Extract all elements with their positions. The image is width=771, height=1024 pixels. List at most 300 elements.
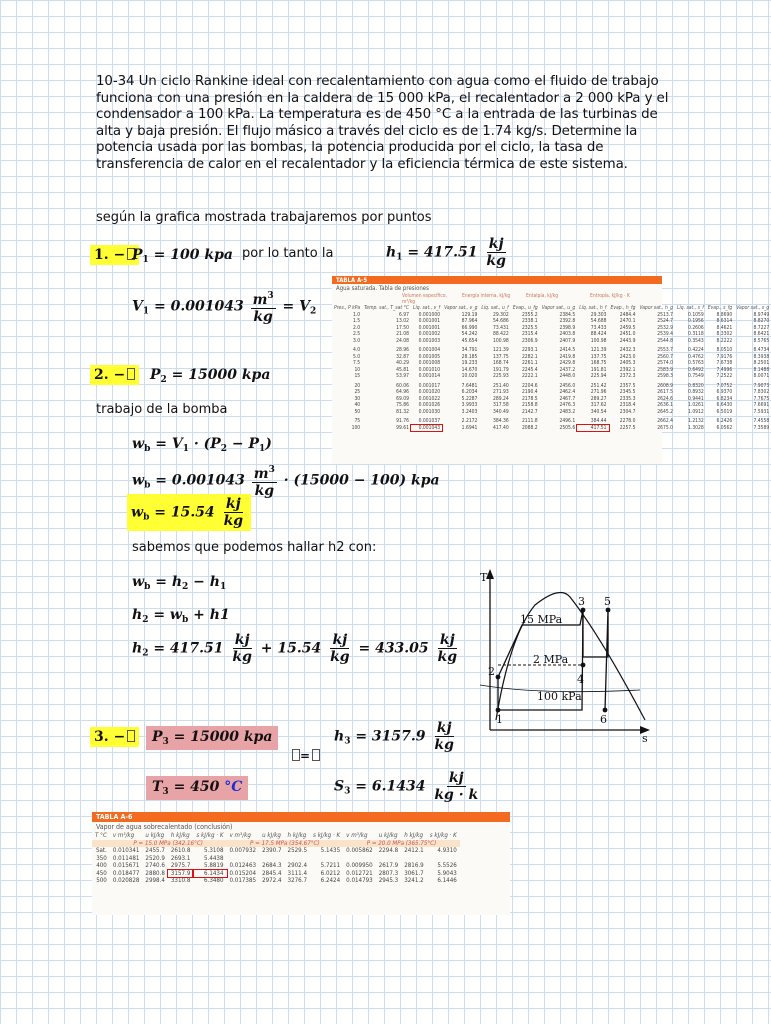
table-cell: 0.8320 (688, 382, 704, 389)
table-cell: 20 (354, 382, 361, 389)
table-row (332, 338, 771, 345)
table-cell: 6.8234 (716, 395, 733, 402)
table-cell: 45.654 (461, 337, 478, 344)
table-cell: 28.96 (396, 347, 409, 353)
table-cell: 0.001002 (418, 331, 441, 337)
ts-diagram (440, 565, 670, 745)
table-cell: 5.3108 (204, 847, 224, 854)
table-cell (401, 855, 426, 863)
table-cell: 2372.3 (619, 373, 636, 379)
table-a5-header-cell: Temp. sat., T_sat °C (364, 305, 409, 311)
table-a6-header-cell: u kJ/kg (145, 832, 165, 839)
table-cell: 2455.7 (145, 847, 165, 854)
table-cell: 2617.5 (657, 389, 673, 395)
table-cell: 2414.5 (559, 347, 576, 353)
table-cell: 6.2426 (716, 418, 733, 424)
table-cell: 417.51 (577, 425, 608, 432)
table-cell: 121.39 (492, 347, 509, 353)
step-2-label (90, 365, 139, 385)
table-cell: 340.49 (492, 408, 509, 415)
table-cell: 3310.8 (170, 877, 191, 884)
step-3-label (90, 727, 139, 747)
table-cell: 8.3302 (716, 331, 733, 337)
table-a6-header-cell: s kJ/kg · K (429, 832, 457, 839)
table-a5-group-header: Volumen específico, m³/kg (402, 293, 447, 305)
table-a5-group-header: Entropía, kJ/kg · K (590, 293, 630, 299)
table-a6-header-cell: s kJ/kg · K (313, 832, 341, 839)
table-cell: 2282.1 (521, 353, 538, 360)
table-cell: 2345.5 (619, 389, 636, 395)
table-cell: 2539.4 (657, 331, 673, 337)
table-a5-grid (332, 305, 771, 431)
table-a5-header-cell: Evap., s_fg (707, 305, 733, 311)
table-cell: 0.010341 (112, 847, 140, 854)
table-a5-header-cell: Evap., u_fg (512, 305, 538, 311)
table-cell: 8.4734 (753, 347, 770, 353)
table-cell: 2448.0 (559, 373, 576, 379)
table-a6-header-cell: v m³/kg (229, 832, 251, 839)
table-cell: 2437.2 (559, 366, 576, 373)
table-cell: 100.98 (492, 337, 509, 344)
table-cell: 225.94 (590, 373, 607, 379)
table-a5 (332, 276, 770, 464)
table-a5-header-cell: Vapor sat., h_g (639, 305, 673, 311)
table-cell: 0.011481 (112, 854, 140, 862)
table-cell: 2245.4 (521, 366, 538, 373)
pressure-band-cell: P = 17.5 MPa (354.67°C) (227, 840, 344, 848)
table-cell: 4.9310 (437, 847, 457, 854)
table-row (332, 425, 771, 432)
table-cell: 350 (96, 854, 107, 862)
table-cell: 289.27 (590, 395, 607, 402)
table-cell: 14.670 (461, 366, 478, 373)
table-cell: 2520.9 (145, 854, 165, 862)
table-cell: 2645.2 (657, 408, 673, 415)
table-a6-header-cell: h kJ/kg (170, 832, 190, 839)
table-cell: 2318.4 (619, 402, 636, 408)
table-cell: 2524.7 (657, 318, 673, 324)
table-cell: 2740.6 (145, 862, 165, 869)
table-cell: 2574.0 (657, 360, 673, 366)
wb-formula: $w_b = V_1 \cdot (P_2 - P_1)$ (132, 436, 272, 454)
table-cell: 2467.7 (559, 395, 576, 402)
table-cell: 417.40 (492, 424, 509, 431)
table-cell: 191.81 (590, 366, 607, 373)
table-cell: 6.3480 (204, 877, 224, 884)
point-6-label: 6 (600, 713, 607, 726)
table-cell: 384.36 (492, 418, 509, 424)
table-cell: 7.6738 (716, 360, 733, 366)
table-cell: 2.2172 (461, 418, 478, 424)
table-cell: 2293.1 (521, 347, 538, 353)
table-cell: 2278.0 (619, 418, 636, 424)
table-cell: 2335.3 (619, 395, 636, 402)
p-high-label: 15 MPa (520, 613, 563, 626)
table-cell: 2459.5 (619, 324, 636, 331)
table-cell: 6.97 (398, 311, 409, 318)
point-2-marker (496, 675, 501, 680)
table-cell: 2407.9 (559, 337, 576, 344)
table-cell: 251.40 (492, 382, 509, 389)
table-a5-subtitle: Agua saturada. Tabla de presiones (336, 285, 429, 292)
table-cell: 2675.0 (657, 424, 673, 431)
table-cell: 251.42 (590, 382, 607, 389)
table-cell: 1.5 (353, 318, 361, 324)
table-cell: 2636.1 (657, 402, 673, 408)
step-3-number: 3. − (94, 729, 126, 745)
table-cell: 0.4224 (688, 347, 704, 353)
table-cell: 0.1956 (688, 318, 704, 324)
table-cell: 6.5019 (716, 408, 733, 415)
table-cell: 0.5763 (688, 360, 704, 366)
table-cell: 0.012463 (229, 862, 257, 869)
table-a5-header-cell: Evap., h_fg (610, 305, 636, 311)
table-cell: 2398.9 (559, 324, 576, 331)
table-cell: 8.9749 (753, 311, 770, 318)
table-cell: 271.96 (590, 389, 607, 395)
table-a5-group-header: Energía interna, kJ/kg (462, 293, 511, 299)
intro-text: según la grafica mostrada trabajaremos por puntos (96, 210, 432, 225)
table-cell: 54.686 (492, 318, 509, 324)
h2-note: sabemos que podemos hallar h2 con: (132, 540, 377, 555)
table-cell: 2390.7 (262, 847, 282, 854)
table-cell: 1.3028 (688, 424, 704, 431)
table-cell: 6.2034 (461, 389, 478, 395)
table-cell: 5.2287 (461, 395, 478, 402)
table-cell: 0.001014 (418, 373, 441, 379)
table-cell: 3241.2 (404, 877, 424, 884)
table-cell: 5.7211 (320, 862, 341, 869)
point-5-label: 5 (604, 595, 611, 608)
table-cell: 7.0752 (716, 382, 733, 389)
table-cell: 2505.6 (559, 424, 576, 431)
table-cell: 129.19 (461, 311, 478, 318)
table-cell: 384.44 (590, 418, 607, 424)
table-cell: 2462.4 (559, 389, 576, 395)
table-row (332, 409, 771, 416)
t3-equation: $T_3 = 450$ °C (146, 776, 248, 800)
point-4-marker (581, 663, 586, 668)
table-cell: 0.001020 (418, 389, 441, 395)
table-a6-header-cell: h kJ/kg (404, 832, 423, 839)
table-cell: 2261.1 (521, 360, 538, 366)
v1-equation: $V_1 = 0.001043$ $\frac{m^3}{kg}$ = $V_2$ (132, 288, 316, 325)
table-cell: 1.0 (353, 311, 361, 318)
table-cell: 0.014793 (346, 877, 373, 884)
table-cell: 7.9073 (753, 382, 770, 389)
table-cell: 191.79 (492, 366, 509, 373)
table-cell: 2456.0 (559, 382, 576, 389)
table-cell: 0.6492 (688, 366, 704, 373)
table-cell: 2392.8 (559, 318, 576, 324)
table-cell: 45.81 (396, 366, 409, 373)
table-cell: 2845.4 (262, 869, 282, 877)
table-cell: 1.0912 (688, 408, 704, 415)
table-cell: 2553.7 (657, 347, 673, 353)
table-a5-header-cell: Líq. sat., h_f (579, 305, 607, 311)
table-cell: 8.7227 (753, 324, 770, 331)
table-row (92, 847, 460, 855)
por-lo-tanto-text: por lo tanto la (242, 246, 334, 261)
placeholder-glyph-icon (127, 368, 135, 380)
table-cell: 6.2424 (320, 877, 341, 884)
table-cell: 0.017385 (229, 877, 257, 884)
table-cell: 1.2132 (688, 418, 704, 424)
table-cell: 2384.5 (559, 311, 576, 318)
table-cell: 7.4558 (753, 418, 770, 424)
table-cell: 5.0 (353, 353, 361, 360)
table-cell: 8.6421 (753, 331, 770, 337)
table-cell: 10 (354, 366, 361, 373)
table-cell: 2088.2 (521, 424, 538, 431)
table-cell: 168.74 (492, 360, 509, 366)
table-cell: 21.08 (396, 331, 409, 337)
table-a5-header-cell: Pres., P kPa (334, 305, 361, 311)
wb-h-relation: $w_b = h_2 - h_1$ (132, 574, 227, 592)
table-cell: 24.08 (396, 337, 409, 344)
table-cell: 0.3543 (688, 337, 704, 344)
table-cell: 17.50 (396, 324, 409, 331)
table-a5-group-header: Entalpía, kJ/kg (526, 293, 559, 299)
pressure-band-cell: P = 20.0 MPa (365.75°C) (343, 840, 460, 848)
table-a6-header-row (92, 832, 460, 840)
table-cell: 340.54 (590, 408, 607, 415)
table-cell: 8.6314 (716, 318, 733, 324)
p2-equation: $P_2 = 15000$ kpa (150, 367, 271, 385)
table-cell: 2.5 (353, 331, 361, 337)
table-cell (427, 855, 460, 863)
table-cell: 8.0071 (753, 373, 770, 379)
table-cell: 25 (354, 389, 361, 395)
step-1-number: 1. − (94, 247, 126, 263)
s3-equation: $S_3 = 6.1434$ $\frac{kj}{kg \cdot k}$ (334, 770, 479, 803)
table-cell: 2610.8 (170, 847, 191, 854)
table-cell: 100.98 (590, 337, 607, 344)
table-cell: 450 (96, 869, 107, 877)
table-cell: 81.32 (396, 408, 409, 415)
table-cell: 2684.3 (262, 862, 282, 869)
table-cell: 5.5526 (437, 862, 457, 869)
table-cell: 2484.4 (619, 311, 636, 318)
table-cell: 2204.6 (521, 382, 538, 389)
table-cell: 91.76 (396, 418, 409, 424)
table-cell (285, 855, 310, 863)
table-cell: 1.6941 (461, 424, 478, 431)
table-cell: 32.87 (396, 353, 409, 360)
table-cell: 0.001008 (418, 360, 441, 366)
table-a5-title: TABLA A-5 (332, 276, 662, 284)
pump-work-title: trabajo de la bomba (96, 402, 228, 417)
table-cell: 7.9176 (716, 353, 733, 360)
table-a5-header-cell: Líq. sat., u_f (481, 305, 509, 311)
table-cell: 0.001037 (418, 418, 441, 424)
table-cell: 2451.0 (619, 331, 636, 337)
reheat-path (583, 610, 608, 710)
table-cell: 2902.4 (287, 862, 308, 869)
table-cell: 8.5765 (753, 337, 770, 344)
point-4-label: 4 (577, 673, 584, 686)
table-cell: 2432.3 (619, 347, 636, 353)
table-cell: 75.86 (396, 402, 409, 408)
table-cell: 7.4996 (716, 366, 733, 373)
point-3-marker (581, 608, 586, 613)
table-row (92, 862, 460, 870)
table-cell: 2158.8 (521, 402, 538, 408)
p1-equation: $P_1 = 100$ kpa (132, 247, 233, 265)
table-cell: 500 (96, 877, 107, 884)
table-cell: 0.012721 (346, 869, 373, 877)
table-cell: 8.0510 (716, 347, 733, 353)
table-cell: 0.8932 (688, 389, 704, 395)
table-cell: 53.97 (396, 373, 409, 379)
table-a6-header-cell: h kJ/kg (287, 832, 307, 839)
table-cell: 5.1435 (320, 847, 341, 854)
table-cell: 8.3938 (753, 353, 770, 360)
table-cell: 2111.8 (521, 418, 538, 424)
table-cell: 2662.4 (657, 418, 673, 424)
table-cell: 0.001017 (418, 382, 441, 389)
table-cell: 13.02 (396, 318, 409, 324)
table-cell: 0.007932 (229, 847, 257, 854)
table-cell: 64.96 (396, 389, 409, 395)
table-cell: 40 (354, 402, 361, 408)
table-cell: 3.0 (353, 337, 361, 344)
table-cell: 88.424 (590, 331, 607, 337)
table-cell: 4.0 (353, 347, 361, 353)
table-cell: 7.6691 (753, 402, 770, 408)
implies-glyph: = (290, 749, 320, 763)
table-cell: 2496.1 (559, 418, 576, 424)
table-cell: 6.9370 (716, 389, 733, 395)
table-a5-groups (332, 293, 662, 305)
table-cell: 3061.7 (404, 869, 424, 877)
table-cell: 2315.4 (521, 331, 538, 337)
pressure-band-cell: P = 15.0 MPa (342.16°C) (110, 840, 227, 848)
table-cell: 2355.2 (521, 311, 538, 318)
table-cell (259, 855, 284, 863)
table-cell (376, 855, 401, 863)
table-row (92, 855, 460, 863)
table-cell: 2972.4 (262, 877, 282, 884)
table-cell: 5.4438 (204, 854, 224, 862)
table-cell: 2998.4 (145, 877, 165, 884)
table-cell: 2560.7 (657, 353, 673, 360)
table-cell: 3111.4 (287, 869, 308, 877)
table-cell: 0.018477 (112, 869, 140, 877)
table-cell: 40.29 (396, 360, 409, 366)
table-cell: 19.233 (461, 360, 478, 366)
table-cell: 54.242 (461, 331, 478, 337)
table-cell: 2338.1 (521, 318, 538, 324)
table-cell: 1.0261 (688, 402, 704, 408)
point-5-marker (606, 608, 611, 613)
table-a5-header-cell: Líq. sat., s_f (676, 305, 704, 311)
table-cell: 100 (351, 424, 361, 431)
h2-formula: $h_2 = w_b + h1$ (132, 607, 230, 625)
table-cell: 0.001005 (418, 353, 441, 360)
point-1-marker (496, 708, 501, 713)
table-cell: 2222.1 (521, 373, 538, 379)
h1-equation: $h_1 = 417.51$ $\frac{kj}{kg}$ (386, 236, 506, 269)
table-a6-header-cell: v m³/kg (112, 832, 135, 839)
table-cell: 0.001030 (418, 408, 441, 415)
s-axis-label: s (642, 732, 648, 745)
p-low-label: 100 kPa (537, 690, 582, 703)
table-cell (227, 855, 260, 863)
table-cell: 2693.1 (170, 854, 191, 862)
table-a5-header-cell: Vapor sat., u_g (541, 305, 576, 311)
table-cell: 7.8302 (753, 389, 770, 395)
table-cell: 87.964 (461, 318, 478, 324)
table-cell (310, 855, 343, 863)
table-cell: 0.005862 (346, 847, 373, 854)
table-cell: 3276.7 (287, 877, 308, 884)
table-cell: 2529.5 (287, 847, 308, 854)
table-cell: 2807.3 (378, 869, 399, 877)
h3-equation: $h_3 = 3157.9$ $\frac{kj}{kg}$ (334, 720, 454, 753)
table-a5-header-cell: Vapor sat., s_g (736, 305, 770, 311)
table-cell: 3.9933 (461, 402, 478, 408)
table-cell: 2483.2 (559, 408, 576, 415)
table-cell: 7.3589 (753, 424, 770, 431)
table-cell: 2392.1 (619, 366, 636, 373)
table-cell: 0.9441 (688, 395, 704, 402)
table-cell: 168.75 (590, 360, 607, 366)
table-cell: 0.4762 (688, 353, 704, 360)
table-cell: 8.2501 (753, 360, 770, 366)
table-cell: 2476.3 (559, 402, 576, 408)
table-cell: 15 (354, 373, 361, 379)
table-a6-pressure-band (92, 840, 460, 848)
table-cell: 75 (354, 418, 361, 424)
table-cell: 8.2222 (716, 337, 733, 344)
table-cell: 2880.8 (145, 869, 165, 877)
point-6-marker (603, 708, 608, 713)
table-a6-header-cell: T °C (95, 832, 107, 839)
table-cell: 0.015671 (112, 862, 140, 869)
table-cell: 28.185 (461, 353, 478, 360)
table-cell: 0.1059 (688, 311, 704, 318)
table-cell: 0.009950 (346, 862, 373, 869)
table-cell: 0.001022 (418, 395, 441, 402)
table-cell: 5.8819 (204, 862, 224, 869)
table-cell: 10.020 (461, 373, 478, 379)
table-cell: 2532.9 (657, 324, 673, 331)
table-a6 (92, 812, 510, 915)
table-cell: 0.020828 (112, 877, 140, 884)
placeholder-glyph-icon (312, 749, 320, 761)
table-cell: 2257.5 (619, 424, 636, 431)
table-a6-grid (92, 832, 460, 885)
table-cell: 29.303 (590, 311, 607, 318)
p-mid-label: 2 MPa (533, 653, 569, 666)
table-cell: 289.24 (492, 395, 509, 402)
table-cell: 0.001026 (418, 402, 441, 408)
table-cell: 2583.9 (657, 366, 673, 373)
table-cell: 34.791 (461, 347, 478, 353)
table-cell: 2.0 (353, 324, 361, 331)
table-cell: 2624.6 (657, 395, 673, 402)
table-a6-title: TABLA A-6 (92, 812, 510, 822)
table-cell: 3157.9 (168, 870, 193, 878)
t-axis-label: T (480, 571, 488, 584)
placeholder-glyph-icon (292, 749, 300, 761)
table-cell: 2294.8 (378, 847, 399, 854)
wb-substitution: $w_b = 0.001043$ $\frac{m^3}{kg}$ · (15000 − 100) kpa (132, 462, 440, 499)
table-cell: 8.1488 (753, 366, 770, 373)
table-cell: 3.2403 (461, 408, 478, 415)
table-cell: 50 (354, 408, 361, 415)
